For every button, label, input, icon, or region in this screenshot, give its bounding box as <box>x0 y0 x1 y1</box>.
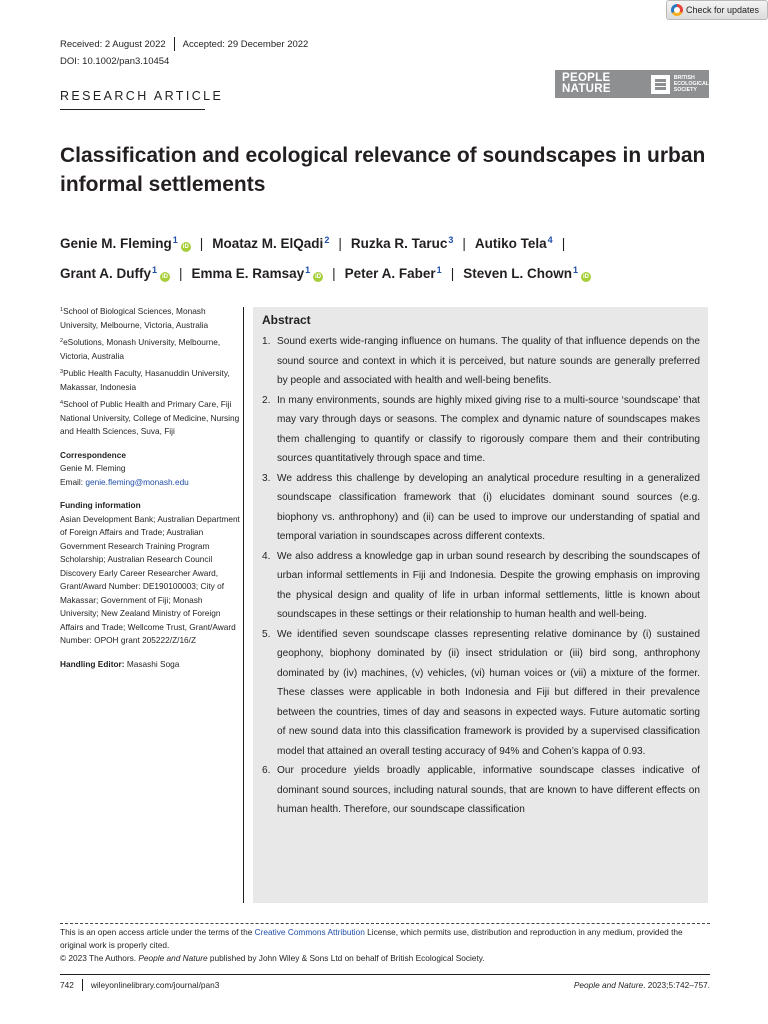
copyright-line: © 2023 The Authors. People and Nature published by John Wiley & Sons Ltd on behalf of British Ecological Society. <box>60 953 485 963</box>
bes-mark-icon <box>651 75 670 94</box>
affiliation-text: Public Health Faculty, Hasanuddin University, Makassar, Indonesia <box>60 368 230 392</box>
author-name[interactable]: Genie M. Fleming$^1$iD <box>60 235 189 251</box>
affiliation-number: 4 <box>60 400 64 406</box>
affiliation-marker: 2 <box>324 235 330 245</box>
orcid-icon[interactable]: iD <box>315 274 322 280</box>
citation: People and Nature. 2023;5:742–757. <box>573 980 710 990</box>
affiliation-number: 1 <box>60 307 64 313</box>
affiliation <box>60 397 240 439</box>
affiliation-marker: 3 <box>448 235 454 245</box>
author-separator: | <box>199 236 204 251</box>
page-number: 742 <box>60 980 74 990</box>
author-name[interactable]: Grant A. Duffy$^1$iD <box>60 265 169 281</box>
handling-editor: Handling Editor: Masashi Soga <box>60 658 180 669</box>
journal-logo <box>555 70 709 98</box>
orcid-icon[interactable]: iD <box>162 274 169 280</box>
affiliation <box>60 335 240 363</box>
accepted-date: Accepted: 29 December 2022 <box>182 38 309 50</box>
journal-url[interactable]: wileyonlinelibrary.com/journal/pan3 <box>90 980 220 990</box>
author-separator: | <box>332 266 336 281</box>
author-separator: | <box>179 266 183 281</box>
correspondence-heading: Correspondence <box>60 449 126 460</box>
affiliation-number: 2 <box>60 338 64 344</box>
abstract-item-text: We address this challenge by developing an analytical procedure resulting in a generalized soundscape classification framework that (i) elucidates dominant sound sources (e.g. biophony vs. anthrophony) and (ii) can be used to improve our understanding of spatial and temporal variation in soundscapes across different contexts. <box>277 472 700 542</box>
article-type: RESEARCH ARTICLE <box>60 89 224 103</box>
check-updates-icon <box>671 4 683 16</box>
abstract-item-text: In many environments, sounds are highly mixed giving rise to a multi-source ‘soundscape’ that may vary through days or seasons. The complex and dynamic nature of soundscapes makes them challenging to quantify or classify to rigorously compare them and their contributing sources quantitatively through space and time. <box>277 394 700 464</box>
abstract-item-text: We identified seven soundscape classes representing relative dominance by (i) sustained geophony, biophony dominated by (ii) insect stridulation or (iii) bird song, anthrophony dominated by (iv) machines, (v) vehicles, (vi) human voices or (vii) a mixture of the former. These classes were applicable in both Indonesia and Fiji but differed in their prevalence between the countries, times of day and seasons in expected ways. Future automatic sorting of new sound data into this classification framework is provided by a supervised classification model that attained an overall testing accuracy of 94% and Cohen’s kappa of 0.93. <box>277 628 700 757</box>
abstract-item <box>262 547 700 625</box>
affiliation-marker: 4 <box>547 235 553 245</box>
abstract-heading: Abstract <box>262 313 311 327</box>
funding-heading: Funding information <box>60 500 141 510</box>
author-list <box>60 227 710 287</box>
people-nature-logo-text: PEOPLE NATURE <box>562 72 611 95</box>
page-footer-divider <box>60 974 710 975</box>
footer-separator <box>82 979 83 991</box>
abstract-list <box>262 332 700 820</box>
abstract-item-number: 2. <box>262 394 271 406</box>
affiliations <box>60 304 240 439</box>
author-name[interactable]: Steven L. Chown$^1$iD <box>463 265 589 281</box>
abstract-box <box>253 307 708 903</box>
funding-text: Asian Development Bank; Australian Department of Foreign Affairs and Trade; Australian Government Research Training Program Scholarship; Australian Research Council Discovery Early Career Researcher Award, Grant/Award Number: DE190100003; City of Makassar; Government of Fiji; Monash University; New Zealand Ministry of Foreign Affairs and Trade; Wellcome Trust, Grant/Award Number: OPOH grant 205222/Z/16/Z <box>60 513 240 645</box>
correspondence-name: Genie M. Fleming <box>60 463 126 473</box>
license-notice: This is an open access article under the terms of the Creative Commons Attribution License, which permits use, distribution and reproduction in any medium, provided the original work is properly cited. © 2023 The Authors. People and Nature published by John Wiley & Sons Ltd on behalf of British Ecological Society. <box>60 926 710 965</box>
affiliation-number: 3 <box>60 369 64 375</box>
abstract-item <box>262 761 700 820</box>
abstract-item-text: Sound exerts wide-ranging influence on humans. The quality of that influence depends on the sound source and context in which it is perceived, but nature sounds are generally preferred by people and associated with health and well-being benefits. <box>277 336 700 386</box>
affiliation <box>60 366 240 394</box>
author-name[interactable]: Moataz M. ElQadi$^2$ <box>212 235 330 251</box>
author-name[interactable]: Ruzka R. Taruc$^3$ <box>350 235 454 251</box>
abstract-item-number: 6. <box>262 765 271 776</box>
correspondence-email: Email: genie.fleming@monash.edu <box>60 476 189 487</box>
author-row <box>60 257 710 287</box>
article-title: Classification and ecological relevance of soundscapes in urban informal settlements <box>60 144 706 196</box>
abstract-item-text: We also address a knowledge gap in urban sound research by describing the soundscapes of urban informal settlements in Fiji and Indonesia. Despite the growing emphasis on improving the physical design and quality of life in urban informal settlements, little is known about soundscapes in these settings or their relationship to human health and well-being. <box>277 550 700 620</box>
author-name[interactable]: Autiko Tela$^4$ <box>474 235 553 251</box>
author-separator: | <box>462 236 466 251</box>
abstract-item <box>262 391 700 469</box>
author-separator: | <box>338 236 342 251</box>
abstract-item <box>262 332 700 391</box>
author-separator: | <box>450 266 455 281</box>
orcid-icon[interactable]: iD <box>582 274 589 280</box>
check-for-updates-button[interactable] <box>666 0 768 20</box>
email-link[interactable]: genie.fleming@monash.edu <box>85 476 189 487</box>
author-row <box>60 227 710 257</box>
abstract-item <box>262 625 700 762</box>
affiliation-marker: 1 <box>572 265 578 275</box>
article-type-underline <box>60 109 205 110</box>
author-name[interactable]: Emma E. Ramsay$^1$iD <box>191 265 322 281</box>
affiliation-text: eSolutions, Monash University, Melbourne, Victoria, Australia <box>60 337 221 361</box>
abstract-item-text: Our procedure yields broadly applicable, informative soundscape classes indicative of dominant sound sources, including natural sounds, that are known to have different effects on human health. Therefore, our soundscape classification <box>277 765 700 815</box>
bes-logo: BRITISH ECOLOGICAL SOCIETY <box>651 75 709 94</box>
doi: DOI: 10.1002/pan3.10454 <box>60 56 170 67</box>
affiliation-marker: 1 <box>172 235 178 245</box>
abstract-item-number: 3. <box>262 472 271 484</box>
affiliation-marker: 1 <box>305 265 311 275</box>
abstract-divider <box>243 307 244 903</box>
affiliation-marker: 1 <box>436 265 442 275</box>
affiliation-text: School of Biological Sciences, Monash University, Melbourne, Victoria, Australia <box>60 306 209 330</box>
abstract-item-number: 4. <box>262 550 271 562</box>
received-date: Received: 2 August 2022 <box>60 38 166 50</box>
date-separator <box>174 37 175 51</box>
affiliation <box>60 304 240 332</box>
article-sidebar <box>60 304 240 671</box>
abstract-item <box>262 469 700 547</box>
check-updates-label: Check for updates <box>686 5 760 15</box>
cc-license-link[interactable]: Creative Commons Attribution <box>254 927 365 937</box>
abstract-item-number: 1. <box>262 336 271 347</box>
author-name[interactable]: Peter A. Faber$^1$ <box>344 265 442 281</box>
article-dates <box>60 37 308 51</box>
affiliation-text: School of Public Health and Primary Care, Fiji National University, College of Medicine, Nursing and Health Sciences, Suva, Fiji <box>60 399 240 436</box>
author-separator: | <box>561 236 566 251</box>
affiliation-marker: 1 <box>152 265 158 275</box>
page-footer <box>60 979 710 991</box>
license-divider <box>60 923 710 924</box>
orcid-icon[interactable]: iD <box>182 244 189 250</box>
abstract-item-number: 5. <box>262 628 271 640</box>
